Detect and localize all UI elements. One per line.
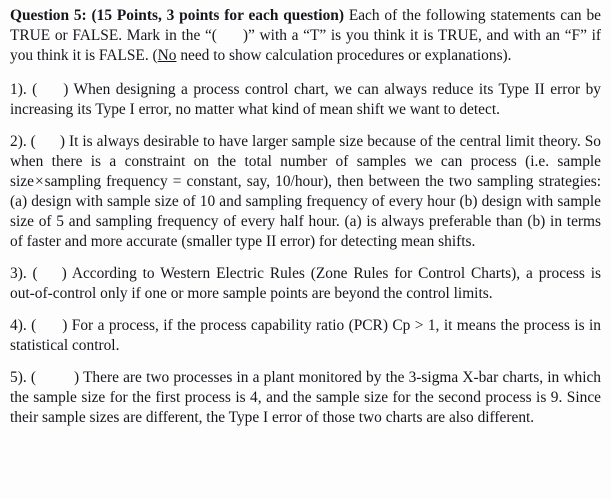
- no-underlined-word: No: [157, 47, 177, 64]
- item-2-text-a: It is always desirable to have larger sample size because of the central limit theory. So when there is a constraint on the total number of samples we can process (i.e. sample size: [10, 133, 601, 190]
- item-1-close-paren: ): [63, 81, 69, 98]
- item-2-close-paren: ): [59, 133, 65, 150]
- item-4-text: For a process, if the process capability ratio (PCR) Cp > 1, it means the process is in statistical control.: [10, 317, 601, 354]
- item-3-text: According to Western Electric Rules (Zone Rules for Control Charts), a process is out-of-control only if one or more sample points are beyond the control limits.: [10, 265, 601, 302]
- question-title: Question 5: (15 Points, 3 points for each question): [10, 7, 344, 24]
- multiplication-operator: ×: [34, 173, 44, 190]
- spacer: [10, 66, 601, 80]
- item-3-number: 3). (: [10, 265, 38, 282]
- statement-item-4: [10, 316, 601, 356]
- item-5-number: 5). (: [10, 369, 36, 386]
- item-5-close-paren: ): [73, 369, 80, 386]
- statement-item-3: [10, 264, 601, 304]
- item-4-close-paren: ): [62, 317, 68, 334]
- spacer: [10, 120, 601, 132]
- spacer: [10, 252, 601, 264]
- question-header: [10, 6, 601, 66]
- spacer: [10, 304, 601, 316]
- question-intro-part-3: need to show calculation procedures or explanations).: [176, 47, 512, 64]
- item-2-text-b: sampling frequency = constant, say, 10/hour), then between the two sampling strategies: (a) design with sample size of 10 and sampling frequency of every hour (b) design with sample size of 5 and sampling frequency of every half hour. (a) is always preferable than (b) in terms of faster and more accurate (smaller type II error) for detecting mean shifts.: [10, 173, 601, 250]
- text-column: [10, 6, 601, 428]
- spacer: [10, 356, 601, 368]
- question-intro-part-2: )” with a “T” is you think it is TRUE, and with an “F” if you think it is FALSE. (: [10, 27, 601, 64]
- statement-item-1: [10, 80, 601, 120]
- question-intro-part-1: Each of the following statements can be TRUE or FALSE. Mark in the “(: [10, 7, 602, 44]
- item-5-text: There are two processes in a plant monitored by the 3-sigma X-bar charts, in which the sample size for the first process is 4, and the sample size for the second process is 9. Since their sample sizes are different, the Type I error of those two charts are also different.: [10, 369, 601, 426]
- item-1-number: 1). (: [10, 81, 38, 98]
- item-2-number: 2). (: [10, 133, 36, 150]
- item-1-text: When designing a process control chart, we can always reduce its Type II error by increasing its Type I error, no matter what kind of mean shift we want to detect.: [10, 81, 601, 118]
- statement-item-2: [10, 132, 601, 252]
- item-3-close-paren: ): [61, 265, 67, 282]
- statement-item-5: [10, 368, 601, 428]
- item-4-number: 4). (: [10, 317, 37, 334]
